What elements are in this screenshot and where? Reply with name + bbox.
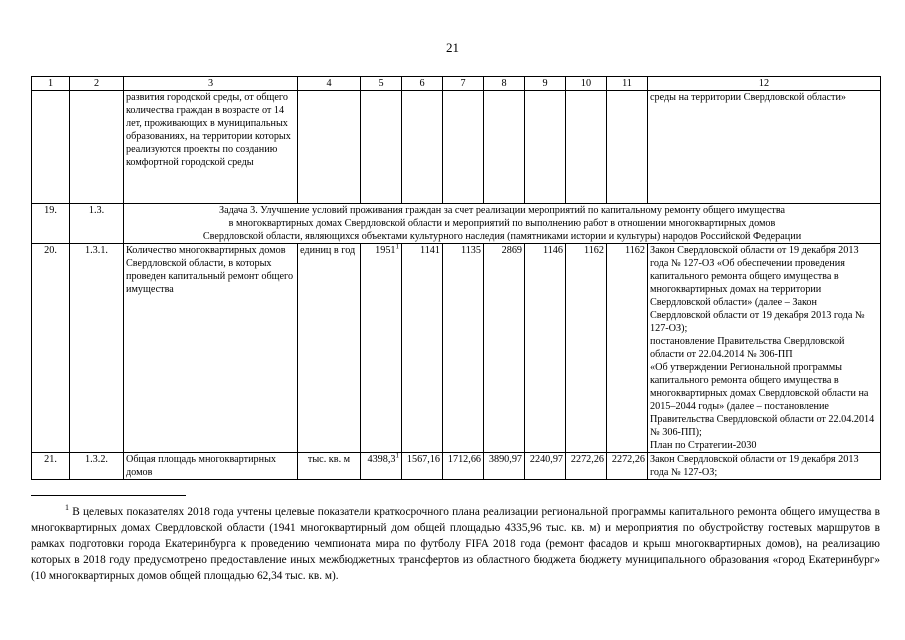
row-number: 21. bbox=[32, 453, 70, 480]
source-cell: Закон Свердловской области от 19 декабря 2013 года № 127-ОЗ; bbox=[648, 453, 881, 480]
value-cell-2018: 1951$^1$ bbox=[361, 244, 402, 453]
unit-cell: тыс. кв. м bbox=[298, 453, 361, 480]
row-number: 20. bbox=[32, 244, 70, 453]
indicator-name-cell: Количество многоквартирных домов Свердловской области, в которых проведен капитальный ремонт общего имущества bbox=[124, 244, 298, 453]
page-number: 21 bbox=[446, 40, 459, 55]
footnote-marker: 1 bbox=[65, 503, 69, 513]
row-code: 1.3. bbox=[70, 204, 124, 244]
column-number: 11 bbox=[607, 77, 648, 91]
indicator-name-cell: Общая площадь многоквартирных домов bbox=[124, 453, 298, 480]
value-cell-2018: 4398,3$^1$ bbox=[361, 453, 402, 480]
task-title-line: Задача 3. Улучшение условий проживания граждан за счет реализации мероприятий по капитальному ремонту общего имущества bbox=[218, 205, 786, 216]
value-cell-2021: 3890,97 bbox=[484, 453, 525, 480]
value-cell-2020: 1712,66 bbox=[443, 453, 484, 480]
value-cell-2022: 2240,97 bbox=[525, 453, 566, 480]
footnote-separator bbox=[31, 495, 186, 496]
value-cell-2024: 1162 bbox=[607, 244, 648, 453]
indicator-name-cell: развития городской среды, от общего количества граждан в возрасте от 14 лет, проживающих в муниципальных образованиях, на территории которых реализуются проекты по созданию комфортной городской среды bbox=[124, 91, 298, 204]
value-cell-2019: 1141 bbox=[402, 244, 443, 453]
task-row bbox=[32, 204, 881, 244]
source-cell: Закон Свердловской области от 19 декабря 2013 года № 127-ОЗ «Об обеспечении проведения капитального ремонта общего имущества в многоквартирных домах на территории Свердловской области» (далее – Закон Свердловской области от 19 декабря 2013 года № 127-ОЗ); постановление Правительства Свердловской области от 22.04.2014 № 306-ПП «Об утверждении Региональной программы капитального ремонта общего имущества в многоквартирных домах Свердловской области на 2015–2044 годы» (далее – постановление Правительства Свердловской области от 22.04.2014 № 306-ПП); План по Стратегии-2030 bbox=[648, 244, 881, 453]
footnote bbox=[31, 504, 880, 584]
value-cell-2024: 2272,26 bbox=[607, 453, 648, 480]
column-number: 2 bbox=[70, 77, 124, 91]
row-number: 19. bbox=[32, 204, 70, 244]
task-title-line: Свердловской области, являющихся объектами культурного наследия (памятниками истории и культуры) народов Российской Федерации bbox=[202, 231, 802, 242]
row-code: 1.3.1. bbox=[70, 244, 124, 453]
unit-cell: единиц в год bbox=[298, 244, 361, 453]
value-cell-2022: 1146 bbox=[525, 244, 566, 453]
value-cell-2021: 2869 bbox=[484, 244, 525, 453]
value-cell-2019: 1567,16 bbox=[402, 453, 443, 480]
column-number: 5 bbox=[361, 77, 402, 91]
table-row bbox=[32, 453, 881, 480]
column-number: 7 bbox=[443, 77, 484, 91]
column-number: 3 bbox=[124, 77, 298, 91]
column-number: 1 bbox=[32, 77, 70, 91]
value-cell-2023: 1162 bbox=[566, 244, 607, 453]
column-number: 10 bbox=[566, 77, 607, 91]
task-title-line: в многоквартирных домах Свердловской области и мероприятий по выполнению работ в отношении многоквартирных домов bbox=[228, 218, 776, 229]
column-number: 8 bbox=[484, 77, 525, 91]
row-code: 1.3.2. bbox=[70, 453, 124, 480]
column-number-row bbox=[32, 77, 881, 91]
column-number: 12 bbox=[648, 77, 881, 91]
task-title-cell bbox=[124, 204, 881, 244]
value-cell-2020: 1135 bbox=[443, 244, 484, 453]
footnote-text: В целевых показателях 2018 года учтены целевые показатели краткосрочного плана реализации региональной программы капитального ремонта общего имущества в многоквартирных домах Свердловской области (1941 многоквартирный дом общей площадью 4335,96 тыс. кв. м) и мероприятия по обустройству гостевых маршрутов в рамках подготовки города Екатеринбурга к проведению чемпионата мира по футболу FIFA 2018 года (ремонт фасадов и крыш многоквартирных домов), на реализацию которых в 2018 году предусмотрено предоставление иных межбюджетных трансфертов из областного бюджета бюджету муниципального образования «город Екатеринбург» (10 многоквартирных домов общей площадью 62,34 тыс. кв. м). bbox=[31, 506, 880, 582]
source-cell: среды на территории Свердловской области» bbox=[648, 91, 881, 204]
indicators-table bbox=[31, 76, 881, 480]
footnote-ref: 1 bbox=[395, 452, 399, 460]
footnote-ref: 1 bbox=[395, 243, 399, 251]
value-cell-2023: 2272,26 bbox=[566, 453, 607, 480]
table-row bbox=[32, 244, 881, 453]
column-number: 9 bbox=[525, 77, 566, 91]
continuation-row bbox=[32, 91, 881, 204]
column-number: 4 bbox=[298, 77, 361, 91]
column-number: 6 bbox=[402, 77, 443, 91]
